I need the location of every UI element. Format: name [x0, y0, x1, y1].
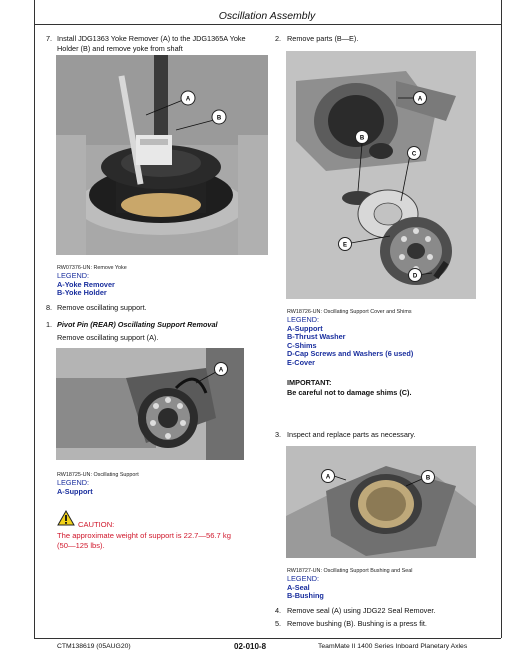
- oscillating-support-illustration: [56, 348, 244, 460]
- caution-icon: [57, 510, 75, 526]
- important-text: Be careful not to damage shims (C).: [287, 388, 412, 397]
- legend-4-heading: LEGEND:: [287, 574, 320, 583]
- header-divider: [34, 24, 501, 25]
- legend-4: [287, 575, 324, 601]
- callout-a-label: A: [218, 367, 224, 374]
- legend-3-item: A-Support: [287, 323, 323, 333]
- substep-1-title: Pivot Pin (REAR) Oscillating Support Removal: [57, 320, 218, 329]
- callout-e-label: E: [342, 242, 348, 249]
- callout-c-label: C: [411, 151, 417, 158]
- step-8-text: Remove oscillating support.: [57, 303, 147, 312]
- caution-text: [57, 531, 269, 551]
- callout-d-label: D: [412, 273, 418, 280]
- footer-doc-id: CTM138619 (05AUG20): [57, 643, 131, 650]
- step-4-text: Remove seal (A) using JDG22 Seal Remover.: [287, 606, 436, 615]
- step-3-text: Inspect and replace parts as necessary.: [287, 430, 416, 439]
- legend-3-item: B-Thrust Washer: [287, 332, 346, 342]
- substep-1-number: 1.: [46, 320, 53, 329]
- support-cover-illustration: [286, 51, 476, 299]
- step-4-number: 4.: [275, 606, 282, 615]
- step-3-number: 3.: [275, 430, 282, 439]
- legend-2-heading: LEGEND:: [57, 478, 90, 487]
- callout-a-label: A: [325, 474, 331, 481]
- callout-a-label: A: [417, 96, 423, 103]
- figure-caption-3: RW18726-UN: Oscillating Support Cover and Shims: [287, 309, 412, 315]
- step-5-text: Remove bushing (B). Bushing is a press fit.: [287, 619, 427, 628]
- yoke-removal-photo: [56, 55, 268, 255]
- footer-divider: [34, 638, 501, 639]
- legend-2-item: A-Support: [57, 486, 93, 496]
- substep-1-text: Remove oscillating support (A).: [57, 333, 159, 342]
- legend-3-heading: LEGEND:: [287, 315, 320, 324]
- step-7-text: [57, 34, 267, 53]
- legend-2: [57, 479, 93, 496]
- footer-manual-title: TeamMate II 1400 Series Inboard Planetary Axles: [318, 643, 468, 650]
- callout-b-label: B: [359, 135, 365, 142]
- figure-caption-1: RW07376-UN: Remove Yoke: [57, 265, 127, 271]
- callout-a-label: A: [185, 96, 191, 103]
- legend-1-item: A-Yoke Remover: [57, 279, 115, 289]
- step-7-line-1: Install JDG1363 Yoke Remover (A) to the JDG1365A Yoke: [57, 34, 246, 43]
- legend-4-item: B-Bushing: [287, 591, 324, 601]
- bushing-seal-illustration: [286, 446, 476, 558]
- legend-3: [287, 316, 413, 368]
- legend-3-item: E-Cover: [287, 357, 315, 367]
- caution-label: CAUTION:: [78, 520, 115, 529]
- legend-1-heading: LEGEND:: [57, 271, 90, 280]
- legend-1: [57, 272, 115, 298]
- step-2-number: 2.: [275, 34, 282, 43]
- step-2-text: Remove parts (B—E).: [287, 34, 359, 43]
- bushing-seal-photo: [286, 446, 476, 558]
- support-cover-photo: [286, 51, 476, 299]
- legend-3-item: D-Cap Screws and Washers (6 used): [287, 349, 414, 359]
- page-title: Oscillation Assembly: [218, 10, 316, 22]
- step-7-number: 7.: [46, 34, 53, 43]
- figure-caption-4: RW18727-UN: Oscillating Support Bushing and Seal: [287, 568, 413, 574]
- step-8-number: 8.: [46, 303, 53, 312]
- oscillating-support-photo: [56, 348, 244, 460]
- footer-page-number: 02-010-8: [234, 642, 267, 651]
- caution-line-1: The approximate weight of support is 22.7—56.7 kg: [57, 531, 231, 540]
- step-7-line-2: Holder (B) and remove yoke from shaft: [57, 43, 183, 53]
- figure-caption-2: RW18725-UN: Oscillating Support: [57, 472, 139, 478]
- callout-b-label: B: [425, 475, 431, 482]
- callout-b-label: B: [216, 115, 222, 122]
- caution-line-2: (50—125 lbs).: [57, 541, 105, 550]
- step-5-number: 5.: [275, 619, 282, 628]
- legend-1-item: B-Yoke Holder: [57, 288, 107, 298]
- yoke-removal-illustration: [56, 55, 268, 255]
- important-label: IMPORTANT:: [287, 378, 332, 387]
- legend-3-item: C-Shims: [287, 340, 317, 350]
- legend-4-item: A-Seal: [287, 582, 310, 592]
